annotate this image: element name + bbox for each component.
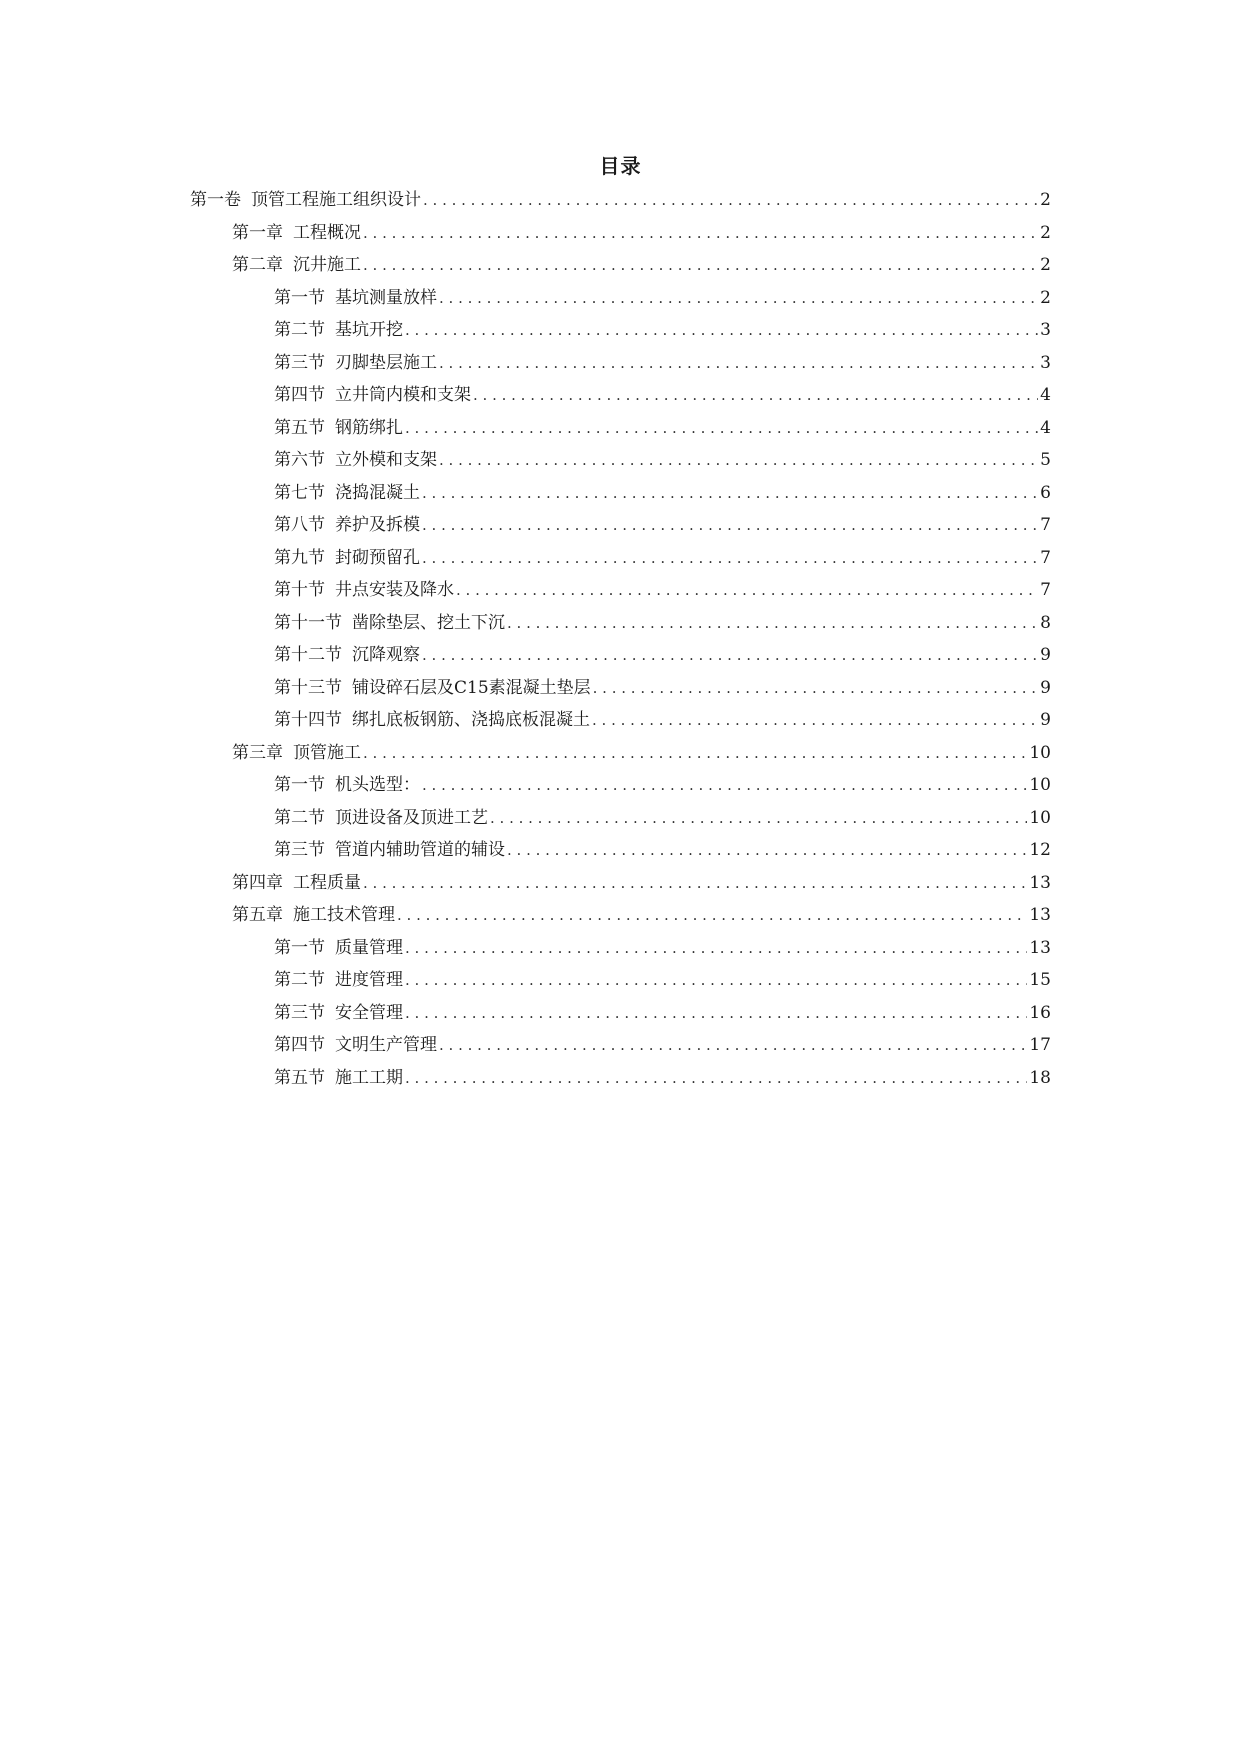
toc-entry-number: 第五节: [274, 1067, 325, 1088]
toc-entry-title: 顶进设备及顶进工艺: [335, 807, 488, 828]
toc-entry[interactable]: [274, 509, 1051, 541]
toc-dot-leader: [439, 347, 1038, 379]
toc-entry-number: 第五节: [274, 417, 325, 438]
toc-page-number: 3: [1040, 352, 1051, 373]
toc-entry[interactable]: [274, 932, 1051, 964]
toc-page-number: 7: [1040, 515, 1051, 535]
toc-page-number: 9: [1040, 645, 1051, 665]
toc-entry[interactable]: [274, 639, 1051, 671]
toc-dot-leader: [423, 184, 1038, 216]
toc-page-number: 6: [1040, 482, 1051, 503]
toc-entry-number: 第七节: [274, 482, 325, 503]
toc-page-number: 2: [1040, 190, 1051, 210]
toc-entry[interactable]: [274, 574, 1051, 606]
toc-entry[interactable]: [274, 1029, 1051, 1061]
toc-entry-title: 浇捣混凝土: [335, 482, 420, 503]
toc-entry[interactable]: [232, 737, 1051, 769]
toc-page-number: 18: [1029, 1067, 1051, 1088]
toc-entry-number: 第一节: [274, 287, 325, 308]
toc-page-number: 3: [1040, 320, 1051, 340]
toc-entry-number: 第十二节: [274, 645, 342, 665]
toc-page-number: 17: [1029, 1035, 1051, 1055]
toc-entry-number: 第一章: [232, 222, 283, 243]
toc-page-number: 4: [1040, 385, 1051, 405]
toc-entry[interactable]: [274, 964, 1051, 996]
toc-entry-title: 施工工期: [335, 1067, 403, 1088]
toc-entry-number: 第九节: [274, 547, 325, 568]
toc-dot-leader: [490, 802, 1027, 834]
toc-entry-number: 第五章: [232, 905, 283, 925]
toc-dot-leader: [422, 509, 1038, 541]
toc-dot-leader: [405, 964, 1027, 996]
toc-dot-leader: [405, 932, 1027, 964]
toc-dot-leader: [405, 997, 1027, 1029]
toc-page-number: 4: [1040, 417, 1051, 438]
toc-entry-number: 第八节: [274, 515, 325, 535]
toc-entry-number: 第三节: [274, 840, 325, 860]
toc-entry[interactable]: [274, 802, 1051, 834]
toc-entry[interactable]: [274, 314, 1051, 346]
toc-entry[interactable]: [274, 347, 1051, 379]
toc-entry-number: 第一卷: [190, 190, 241, 210]
toc-page-number: 2: [1040, 255, 1051, 275]
toc-entry-title: 基坑开挖: [335, 320, 403, 340]
toc-entry[interactable]: [274, 997, 1051, 1029]
toc-dot-leader: [363, 867, 1027, 899]
toc-entry-number: 第一节: [274, 775, 325, 795]
toc-page-number: 8: [1040, 612, 1051, 633]
toc-entry-number: 第十三节: [274, 677, 342, 698]
toc-entry-title: 进度管理: [335, 970, 403, 990]
toc-entry-title: 管道内辅助管道的辅设: [335, 840, 505, 860]
toc-dot-leader: [363, 217, 1038, 249]
toc-entry-title: 绑扎底板钢筋、浇捣底板混凝土: [352, 710, 590, 730]
toc-entry[interactable]: [274, 412, 1051, 444]
toc-page-number: 15: [1029, 970, 1051, 990]
toc-entry[interactable]: [274, 477, 1051, 509]
toc-entry[interactable]: [232, 249, 1051, 281]
toc-entry-title: 沉降观察: [352, 645, 420, 665]
toc-entry[interactable]: [274, 834, 1051, 866]
toc-entry-title: 安全管理: [335, 1002, 403, 1023]
toc-entry-number: 第三节: [274, 352, 325, 373]
toc-entry[interactable]: [274, 769, 1051, 801]
toc-title: 目录: [599, 154, 642, 178]
toc-page-number: 13: [1029, 872, 1051, 893]
toc-entry-title: 封砌预留孔: [335, 547, 420, 568]
toc-page-number: 10: [1029, 807, 1051, 828]
toc-entry-number: 第一节: [274, 937, 325, 958]
toc-dot-leader: [592, 704, 1038, 736]
toc-entry-title: 凿除垫层、挖土下沉: [352, 612, 505, 633]
toc-entry-title: 机头选型：: [335, 775, 420, 795]
toc-entry-title: 质量管理: [335, 937, 403, 958]
toc-dot-leader: [405, 314, 1038, 346]
toc-entry-title: 施工技术管理: [293, 905, 395, 925]
toc-entry-title: 工程质量: [293, 872, 361, 893]
toc-entry[interactable]: [190, 184, 1051, 216]
toc-entry[interactable]: [274, 379, 1051, 411]
toc-entry-number: 第三章: [232, 742, 283, 763]
toc-entry[interactable]: [274, 444, 1051, 476]
toc-entry-title: 顶管工程施工组织设计: [251, 190, 421, 210]
toc-dot-leader: [405, 1062, 1027, 1094]
toc-dot-leader: [363, 249, 1038, 281]
toc-page-number: 13: [1029, 905, 1051, 925]
toc-dot-leader: [363, 737, 1027, 769]
toc-entry-number: 第四章: [232, 872, 283, 893]
toc-entry-title: 养护及拆模: [335, 515, 420, 535]
toc-entry-number: 第二节: [274, 970, 325, 990]
toc-page-number: 7: [1040, 547, 1051, 568]
toc-entry[interactable]: [274, 1062, 1051, 1094]
toc-entry-number: 第二章: [232, 255, 283, 275]
toc-dot-leader: [422, 769, 1027, 801]
toc-entry-number: 第六节: [274, 450, 325, 470]
toc-dot-leader: [397, 899, 1027, 931]
toc-page-number: 5: [1040, 450, 1051, 470]
toc-entry[interactable]: [232, 899, 1051, 931]
toc-entry[interactable]: [274, 607, 1051, 639]
toc-entry[interactable]: [274, 704, 1051, 736]
toc-entry-title: 钢筋绑扎: [335, 417, 403, 438]
toc-dot-leader: [439, 282, 1038, 314]
toc-dot-leader: [439, 1029, 1027, 1061]
toc-entry-title: 铺设碎石层及C15素混凝土垫层: [352, 677, 591, 698]
toc-dot-leader: [422, 542, 1038, 574]
toc-dot-leader: [593, 672, 1039, 704]
toc-entry-number: 第四节: [274, 1035, 325, 1055]
toc-entry-number: 第二节: [274, 320, 325, 340]
toc-entry[interactable]: [274, 672, 1051, 704]
toc-page-number: 10: [1029, 775, 1051, 795]
toc-page-number: 2: [1040, 287, 1051, 308]
toc-dot-leader: [507, 834, 1027, 866]
toc-entry-title: 立外模和支架: [335, 450, 437, 470]
toc-entry-title: 立井筒内模和支架: [335, 385, 471, 405]
toc-dot-leader: [405, 412, 1038, 444]
toc-entry-number: 第十一节: [274, 612, 342, 633]
toc-page-number: 12: [1029, 840, 1051, 860]
toc-entry-title: 井点安装及降水: [335, 580, 454, 600]
toc-entry[interactable]: [274, 282, 1051, 314]
toc-entry-title: 基坑测量放样: [335, 287, 437, 308]
toc-entry-title: 顶管施工: [293, 742, 361, 763]
toc-page-number: 2: [1040, 222, 1051, 243]
toc-entry-number: 第四节: [274, 385, 325, 405]
toc-dot-leader: [422, 639, 1038, 671]
toc-dot-leader: [507, 607, 1038, 639]
toc-entry-number: 第三节: [274, 1002, 325, 1023]
toc-page-number: 9: [1040, 677, 1051, 698]
toc-entry-title: 刃脚垫层施工: [335, 352, 437, 373]
toc-dot-leader: [473, 379, 1038, 411]
toc-entry-title: 沉井施工: [293, 255, 361, 275]
toc-entry-number: 第十节: [274, 580, 325, 600]
toc-dot-leader: [456, 574, 1038, 606]
toc-entry-number: 第十四节: [274, 710, 342, 730]
toc-dot-leader: [439, 444, 1038, 476]
toc-entry-title: 文明生产管理: [335, 1035, 437, 1055]
toc-entry-number: 第二节: [274, 807, 325, 828]
toc-entry[interactable]: [232, 217, 1051, 249]
toc-page-number: 16: [1029, 1002, 1051, 1023]
toc-page-number: 7: [1040, 580, 1051, 600]
toc-page-number: 10: [1029, 742, 1051, 763]
toc-entry[interactable]: [274, 542, 1051, 574]
toc-entry-title: 工程概况: [293, 222, 361, 243]
toc-entry[interactable]: [232, 867, 1051, 899]
toc-page-number: 9: [1040, 710, 1051, 730]
toc-dot-leader: [422, 477, 1038, 509]
toc-page-number: 13: [1029, 937, 1051, 958]
